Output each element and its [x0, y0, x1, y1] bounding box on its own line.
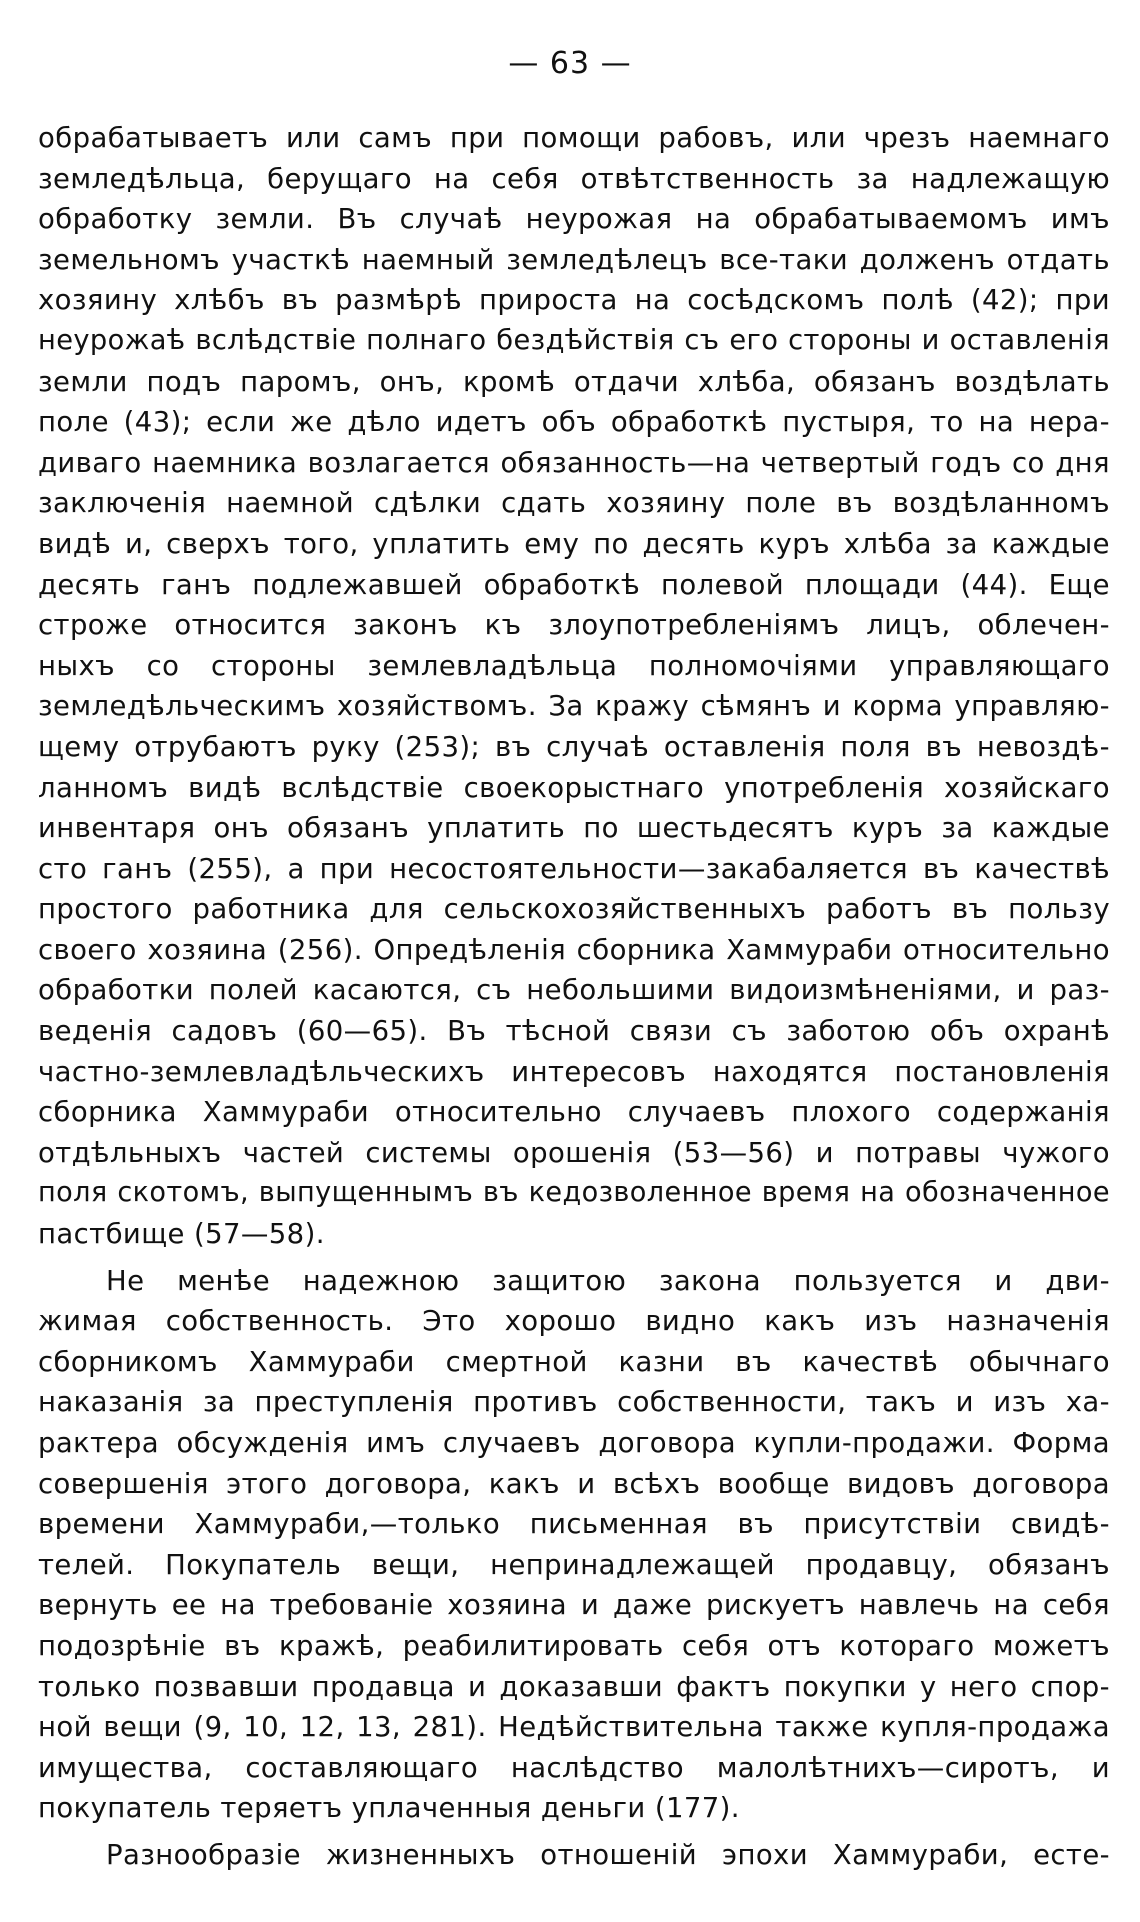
text-line: земли подъ паромъ, онъ, кромѣ отдачи хлѣба, обязанъ воздѣлать	[38, 365, 1110, 398]
text-line: пастбище (57—58).	[38, 1218, 325, 1251]
text-line: поля скотомъ, выпущеннымъ въ кедозволенное время на обозначенное	[38, 1177, 1110, 1209]
text-line: Разнообразіе жизненныхъ отношеній эпохи Хаммураби, есте-	[106, 1838, 1110, 1871]
text-line: земледѣльческимъ хозяйствомъ. За кражу сѣмянъ и корма управляю-	[38, 690, 1110, 723]
text-line: обрабатываетъ или самъ при помощи рабовъ, или чрезъ наемнаго	[38, 122, 1110, 154]
body-text	[38, 118, 1110, 1876]
text-line: ной вещи (9, 10, 12, 13, 281). Недѣйствительна также купля-продажа	[38, 1711, 1110, 1744]
text-line: частно-землевладѣльческихъ интересовъ находятся постановленія	[38, 1055, 1110, 1088]
text-line: вернуть ее на требованіе хозяина и даже рискуетъ навлечь на себя	[38, 1589, 1110, 1622]
text-line: времени Хаммураби,—только письменная въ присутствіи свидѣ-	[38, 1508, 1110, 1541]
text-line: рактера обсужденія имъ случаевъ договора купли-продажи. Форма	[38, 1427, 1110, 1459]
text-line: телей. Покупатель вещи, непринадлежащей продавцу, обязанъ	[38, 1548, 1110, 1581]
text-line: Не менѣе надежною защитою закона пользуется и дви-	[106, 1264, 1110, 1297]
text-line: ланномъ видѣ вслѣдствіе своекорыстнаго употребленія хозяйскаго	[38, 771, 1110, 804]
text-line: покупатель теряетъ уплаченныя деньги (177).	[38, 1792, 740, 1825]
paragraph-1	[38, 118, 1110, 1255]
text-line: неурожаѣ вслѣдствіе полнаго бездѣйствія съ его стороны и оставленія	[38, 324, 1110, 356]
text-line: отдѣльныхъ частей системы орошенія (53—56) и потравы чужого	[38, 1136, 1110, 1169]
text-line: видѣ и, сверхъ того, уплатить ему по десять куръ хлѣба за каждые	[38, 527, 1110, 560]
text-line: щему отрубаютъ руку (253); въ случаѣ оставленія поля въ невоздѣ-	[38, 730, 1110, 763]
text-line: ныхъ со стороны землевладѣльца полномочіями управляющаго	[38, 649, 1110, 682]
paragraph-2	[38, 1261, 1110, 1829]
page-number: — 63 —	[508, 46, 632, 81]
text-line: заключенія наемной сдѣлки сдать хозяину поле въ воздѣланномъ	[38, 487, 1110, 520]
text-line: подозрѣніе въ кражѣ, реабилитировать себя отъ котораго можетъ	[38, 1629, 1110, 1662]
text-line: поле (43); если же дѣло идетъ объ обработкѣ пустыря, то на нера-	[38, 406, 1110, 439]
text-line: только позвавши продавца и доказавши фактъ покупки у него спор-	[38, 1670, 1110, 1703]
text-line: совершенія этого договора, какъ и всѣхъ вообще видовъ договора	[38, 1467, 1110, 1500]
text-line: земельномъ участкѣ наемный земледѣлецъ все-таки долженъ отдать	[38, 243, 1110, 276]
text-line: сто ганъ (255), а при несостоятельности—закабаляется въ качествѣ	[38, 852, 1110, 885]
text-line: жимая собственность. Это хорошо видно какъ изъ назначенія	[38, 1305, 1110, 1338]
text-line: десять ганъ подлежавшей обработкѣ полевой площади (44). Еще	[38, 568, 1110, 601]
text-line: инвентаря онъ обязанъ уплатить по шестьдесятъ куръ за каждые	[38, 812, 1110, 845]
text-line: строже относится законъ къ злоупотребленіямъ лицъ, облечен-	[38, 609, 1110, 642]
text-line: сборника Хаммураби относительно случаевъ плохого содержанія	[38, 1096, 1110, 1129]
text-line: веденія садовъ (60—65). Въ тѣсной связи съ заботою объ охранѣ	[38, 1015, 1110, 1048]
text-line: обработки полей касаются, съ небольшими видоизмѣненіями, и раз-	[38, 974, 1110, 1007]
text-line: сборникомъ Хаммураби смертной казни въ качествѣ обычнаго	[38, 1345, 1110, 1378]
text-line: наказанія за преступленія противъ собственности, такъ и изъ ха-	[38, 1386, 1110, 1419]
text-line: земледѣльца, берущаго на себя отвѣтственность за надлежащую	[38, 162, 1110, 195]
text-line: имущества, составляющаго наслѣдство малолѣтнихъ—сиротъ, и	[38, 1751, 1110, 1784]
text-line: простого работника для сельскохозяйственныхъ работъ въ пользу	[38, 893, 1110, 926]
paragraph-3	[38, 1835, 1110, 1876]
text-line: обработку земли. Въ случаѣ неурожая на обрабатываемомъ имъ	[38, 203, 1110, 236]
text-line: своего хозяина (256). Опредѣленія сборника Хаммураби относительно	[38, 933, 1110, 966]
text-line: хозяину хлѣбъ въ размѣрѣ прироста на сосѣдскомъ полѣ (42); при	[38, 284, 1110, 317]
text-line: диваго наемника возлагается обязанность—на четвертый годъ со дня	[38, 446, 1110, 479]
